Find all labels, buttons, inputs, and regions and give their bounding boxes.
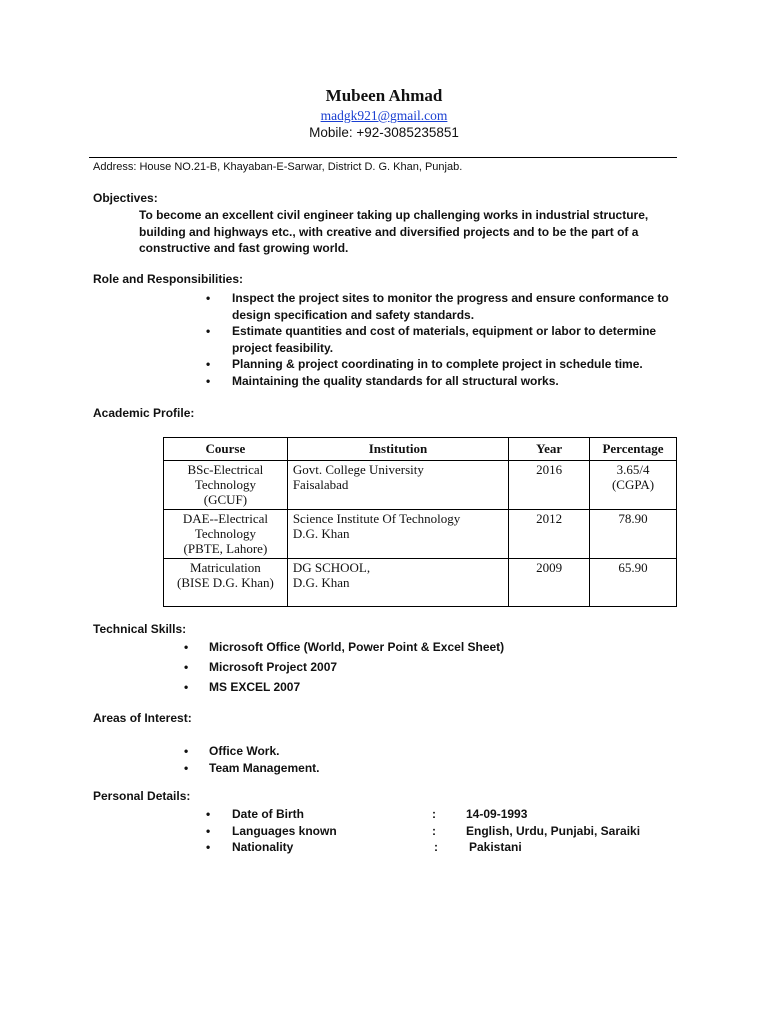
course-line: (PBTE, Lahore) [183,541,268,556]
list-item [184,743,609,760]
detail-colon: : [432,807,436,821]
responsibility-text: Inspect the project sites to monitor the progress and ensure conformance to design specification and safety standards. [232,291,669,322]
percentage-line: 3.65/4 [616,462,650,477]
responsibility-text: Estimate quantities and cost of materials, equipment or labor to determine project feasibility. [232,324,657,355]
bullet-icon: • [184,660,189,674]
responsibilities-heading: Role and Responsibilities: [93,272,244,286]
responsibilities-list [206,290,682,389]
percentage-line: (CGPA) [611,477,655,492]
objectives-text: To become an excellent civil engineer taking up challenging works in industrial structure, building and highways etc., with creative and diversified projects and to be the part of a constructive and fast growing world. [139,208,649,255]
institution-line: Science Institute Of Technology [292,511,461,526]
list-item [206,839,682,856]
interest-text: Office Work. [209,744,280,758]
interest-heading: Areas of Interest: [93,711,192,725]
course-line: Technology [194,526,256,541]
bullet-icon: • [206,807,211,821]
bullet-icon: • [184,680,189,694]
detail-value: English, Urdu, Punjabi, Saraiki [466,823,641,838]
institution-line: Faisalabad [292,477,349,492]
technical-list [184,639,609,699]
percentage-line: 65.90 [618,560,648,575]
column-header-year: Year [509,438,590,461]
responsibility-text: Planning & project coordinating in to complete project in schedule time. [232,357,643,371]
list-item [206,323,682,356]
column-header-course: Course [164,438,288,461]
bullet-icon: • [184,760,189,775]
address: Address: House NO.21-B, Khayaban-E-Sarwar, District D. G. Khan, Punjab. [93,161,463,173]
list-item [184,679,609,696]
personal-list [206,806,682,856]
table-row [164,510,677,559]
column-header-institution: Institution [287,438,508,461]
skill-text: Microsoft Project 2007 [209,660,338,674]
list-item [206,823,682,840]
header-divider [89,157,677,158]
candidate-name: Mubeen Ahmad [325,86,443,105]
detail-colon: : [434,840,438,854]
list-item [206,373,682,390]
institution-cell [287,559,508,607]
percentage-cell [590,559,677,607]
bullet-icon: • [206,840,211,854]
year-cell: 2012 [509,510,590,559]
skill-text: Microsoft Office (World, Power Point & Excel Sheet) [209,640,505,654]
detail-label: Languages known [232,823,337,838]
institution-line: DG SCHOOL, [292,560,371,575]
interest-text: Team Management. [209,760,320,775]
bullet-icon: • [184,640,189,654]
academic-heading: Academic Profile: [93,406,195,420]
list-item [184,639,609,656]
mobile-number: Mobile: +92-3085235851 [309,125,459,140]
bullet-icon: • [206,291,211,305]
table-row [164,461,677,510]
detail-label: Nationality [232,840,294,854]
bullet-icon: • [206,324,211,338]
list-item [206,290,682,323]
skill-text: MS EXCEL 2007 [209,680,301,694]
column-header-percentage: Percentage [590,438,677,461]
course-line: (BISE D.G. Khan) [177,575,274,590]
detail-value: 14-09-1993 [466,807,528,821]
institution-line: Govt. College University [292,462,424,477]
course-cell [164,510,288,559]
institution-line: D.G. Khan [292,526,350,541]
course-line: Matriculation [190,560,261,575]
bullet-icon: • [206,357,211,371]
percentage-line: 78.90 [618,511,648,526]
responsibility-text: Maintaining the quality standards for all structural works. [232,373,559,388]
year-cell: 2016 [509,461,590,510]
course-cell [164,461,288,510]
course-line: DAE--Electrical [182,511,268,526]
email-link[interactable]: madgk921@gmail.com [320,108,448,123]
course-cell [164,559,288,607]
academic-table [163,437,677,607]
institution-line: D.G. Khan [292,575,350,590]
course-line: (GCUF) [203,492,248,507]
bullet-icon: • [206,373,211,388]
percentage-cell [590,461,677,510]
interest-list [184,743,609,776]
list-item [184,659,609,676]
list-item [184,760,609,777]
list-item [206,356,682,373]
course-line: BSc-Electrical [187,462,264,477]
bullet-icon: • [206,823,211,838]
table-row [164,559,677,607]
detail-colon: : [432,823,436,838]
technical-heading: Technical Skills: [93,622,187,636]
table-header-row [164,438,677,461]
detail-label: Date of Birth [232,807,304,821]
percentage-cell [590,510,677,559]
objectives-heading: Objectives: [93,191,158,205]
institution-cell [287,461,508,510]
bullet-icon: • [184,744,189,758]
list-item [206,806,682,823]
course-line: Technology [194,477,256,492]
detail-value: Pakistani [469,840,522,854]
personal-heading: Personal Details: [93,789,191,803]
institution-cell [287,510,508,559]
year-cell: 2009 [509,559,590,607]
